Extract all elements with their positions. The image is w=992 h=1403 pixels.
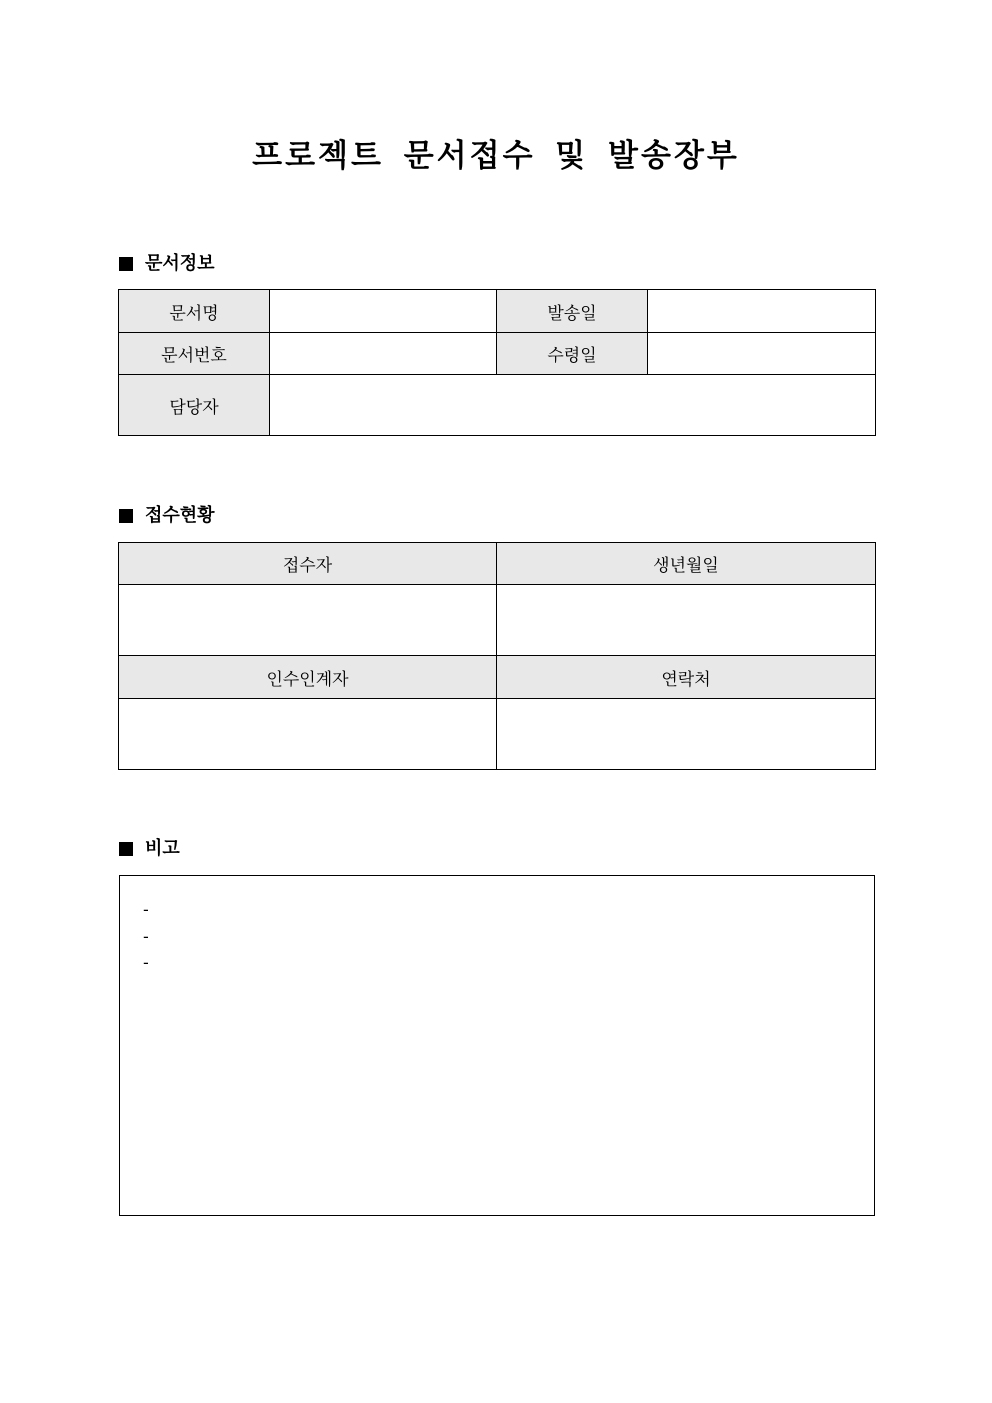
doc-name-field[interactable]	[270, 290, 497, 333]
section-heading-remarks	[119, 836, 180, 862]
document-info-table	[118, 289, 876, 436]
send-date-field[interactable]	[648, 290, 876, 333]
section-heading-receipt-status	[119, 503, 215, 529]
black-square-icon	[119, 842, 133, 856]
remarks-item: -	[143, 900, 149, 919]
remarks-item: -	[143, 926, 149, 946]
contact-field[interactable]	[497, 699, 876, 770]
receipt-status-table	[118, 542, 876, 770]
manager-label: 담당자	[119, 375, 270, 436]
send-date-label: 발송일	[497, 290, 648, 333]
black-square-icon	[119, 509, 133, 523]
doc-number-field[interactable]	[270, 333, 497, 375]
receive-date-label: 수령일	[497, 333, 648, 375]
remarks-box[interactable]	[119, 875, 875, 1216]
remarks-item: -	[143, 953, 149, 972]
birth-date-label: 생년월일	[497, 543, 876, 585]
manager-field[interactable]	[270, 375, 876, 436]
doc-number-label: 문서번호	[119, 333, 270, 375]
receiver-label: 접수자	[119, 543, 497, 585]
contact-label: 연락처	[497, 656, 876, 699]
remarks-list	[143, 897, 149, 977]
black-square-icon	[119, 257, 133, 271]
section-heading-document-info	[119, 251, 215, 277]
handover-person-label: 인수인계자	[119, 656, 497, 699]
section-heading-label: 접수현황	[145, 505, 215, 526]
birth-date-field[interactable]	[497, 585, 876, 656]
page-title: 프로젝트 문서접수 및 발송장부	[252, 138, 740, 174]
section-heading-label: 비고	[145, 838, 180, 859]
doc-name-label: 문서명	[119, 290, 270, 333]
section-heading-label: 문서정보	[145, 253, 215, 274]
handover-person-field[interactable]	[119, 699, 497, 770]
receive-date-field[interactable]	[648, 333, 876, 375]
receiver-field[interactable]	[119, 585, 497, 656]
